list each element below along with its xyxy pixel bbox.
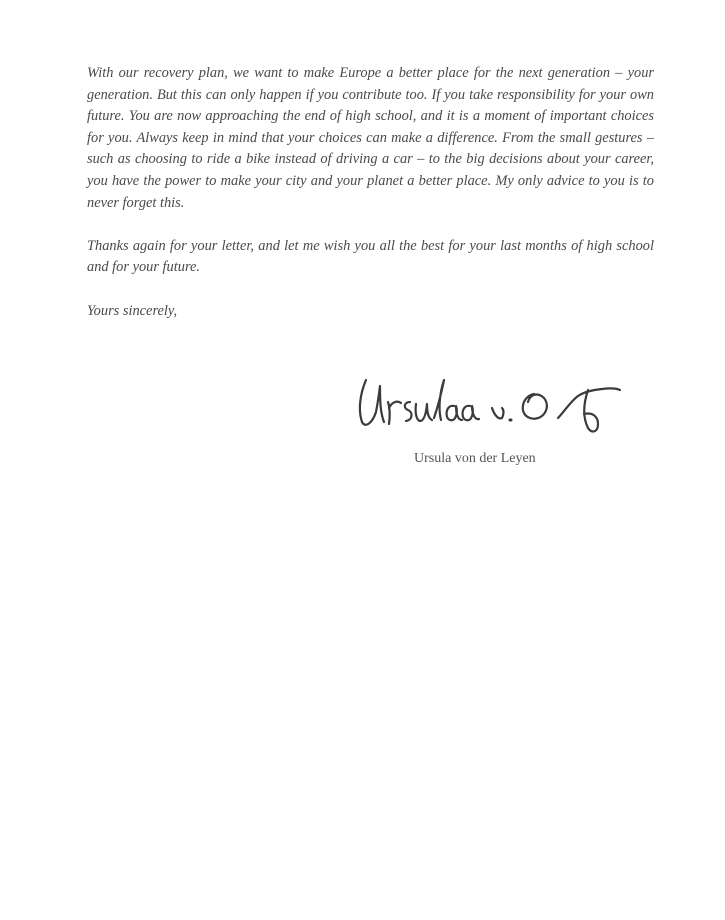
letter-body	[87, 63, 654, 322]
signer-name: Ursula von der Leyen	[414, 451, 536, 466]
body-paragraph-recovery-plan: With our recovery plan, we want to make Europe a better place for the next generation – your generation. But this can only happen if you contribute too. If you take responsibility for your own future. You are now approaching the end of high school, and it is a moment of important choices for you. Always keep in mind that your choices can make a difference. From the small gestures – such as choosing to ride a bike instead of driving a car – to the big decisions about your career, you have the power to make your city and your planet a better place. My only advice to you is to never forget this.	[87, 65, 654, 211]
handwritten-signature	[352, 372, 624, 438]
closing-salutation: Yours sincerely,	[87, 302, 178, 319]
body-paragraph-thanks: Thanks again for your letter, and let me wish you all the best for your last months of high school and for your future.	[87, 237, 654, 276]
